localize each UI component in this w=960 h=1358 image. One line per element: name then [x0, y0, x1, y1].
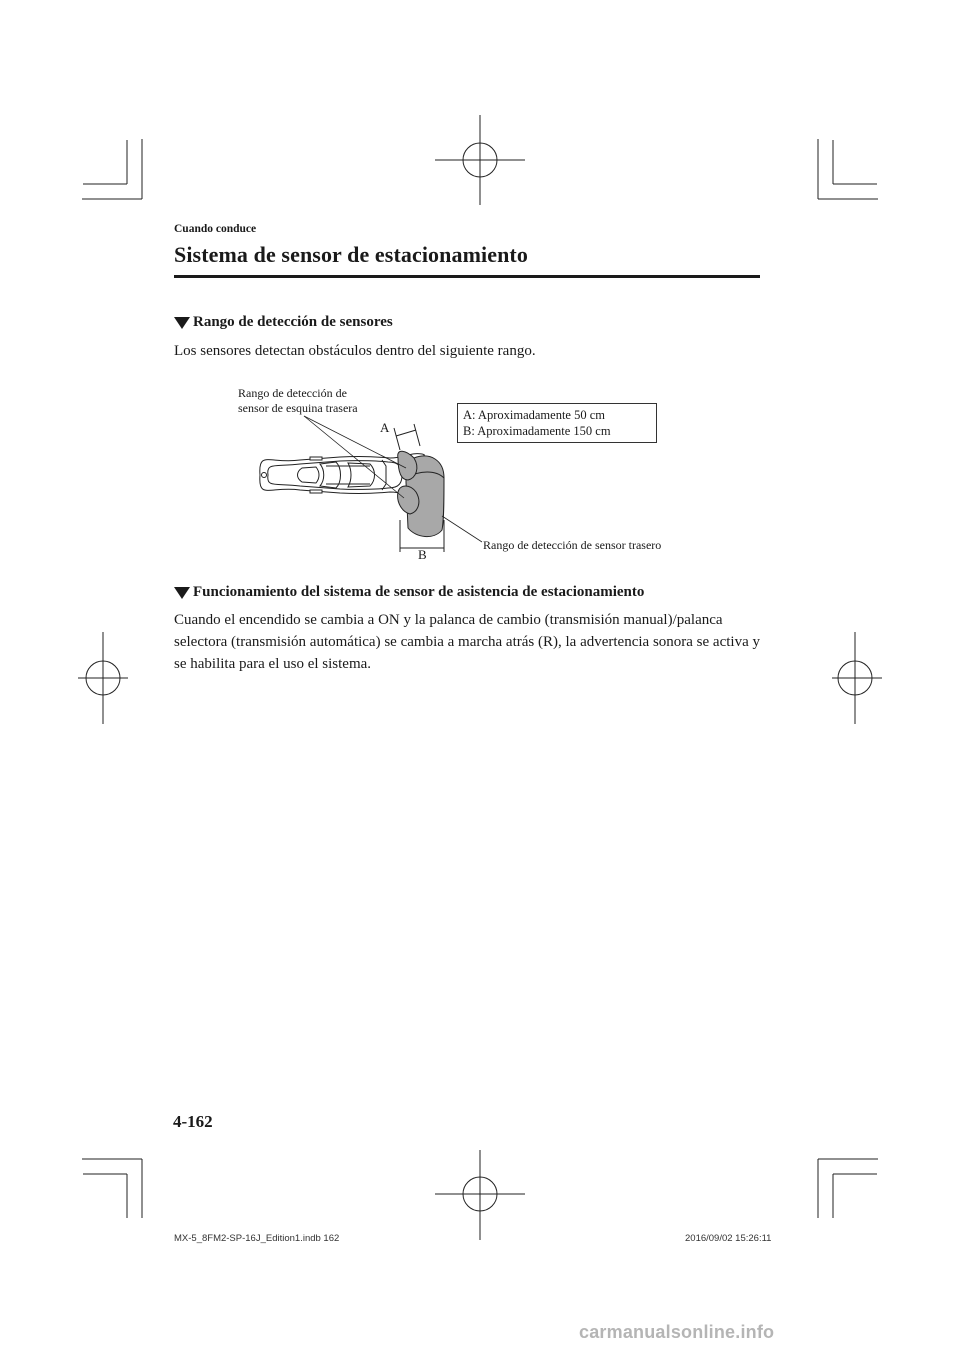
- legend-a: A: Aproximadamente 50 cm: [463, 408, 605, 422]
- section-heading-text: Rango de detección de sensores: [193, 314, 393, 330]
- dimension-legend: [457, 403, 657, 443]
- section-heading-detection-range: [174, 314, 393, 331]
- page-title: Sistema de sensor de estacionamiento: [174, 242, 528, 267]
- legend-b: B: Aproximadamente 150 cm: [463, 424, 611, 438]
- watermark: carmanualsonline.info: [579, 1322, 775, 1342]
- rear-sensor-callout: Rango de detección de sensor trasero: [483, 538, 662, 552]
- print-timestamp: 2016/09/02 15:26:11: [685, 1233, 772, 1244]
- dimension-a: [394, 424, 420, 450]
- section-heading-operation: [174, 584, 644, 601]
- corner-sensor-callout: [238, 386, 408, 416]
- section-heading-text: Funcionamiento del sistema de sensor de asistencia de estacionamiento: [193, 584, 645, 600]
- operation-text: Cuando el encendido se cambia a ON y la palanca de cambio (transmisión manual)/palanca selectora (transmisión automática) se cambia a marcha atrás (R), la advertencia sonora se activa y se habilita para el uso el sistema.: [174, 612, 760, 672]
- corner-sensor-callout-line1: Rango de detección de: [238, 386, 347, 400]
- section-label: Cuando conduce: [174, 223, 257, 235]
- corner-sensor-callout-line2: sensor de esquina trasera: [238, 401, 358, 415]
- detection-range-text: Los sensores detectan obstáculos dentro del siguiente rango.: [174, 343, 536, 359]
- title-rule: [174, 275, 760, 278]
- dimension-b-label: B: [418, 547, 427, 562]
- file-info: MX-5_8FM2-SP-16J_Edition1.indb 162: [174, 1233, 340, 1244]
- page-number: 4-162: [173, 1112, 213, 1131]
- dimension-a-label: A: [380, 420, 390, 435]
- triangle-bullet-icon: [174, 317, 190, 329]
- triangle-bullet-icon: [174, 587, 190, 599]
